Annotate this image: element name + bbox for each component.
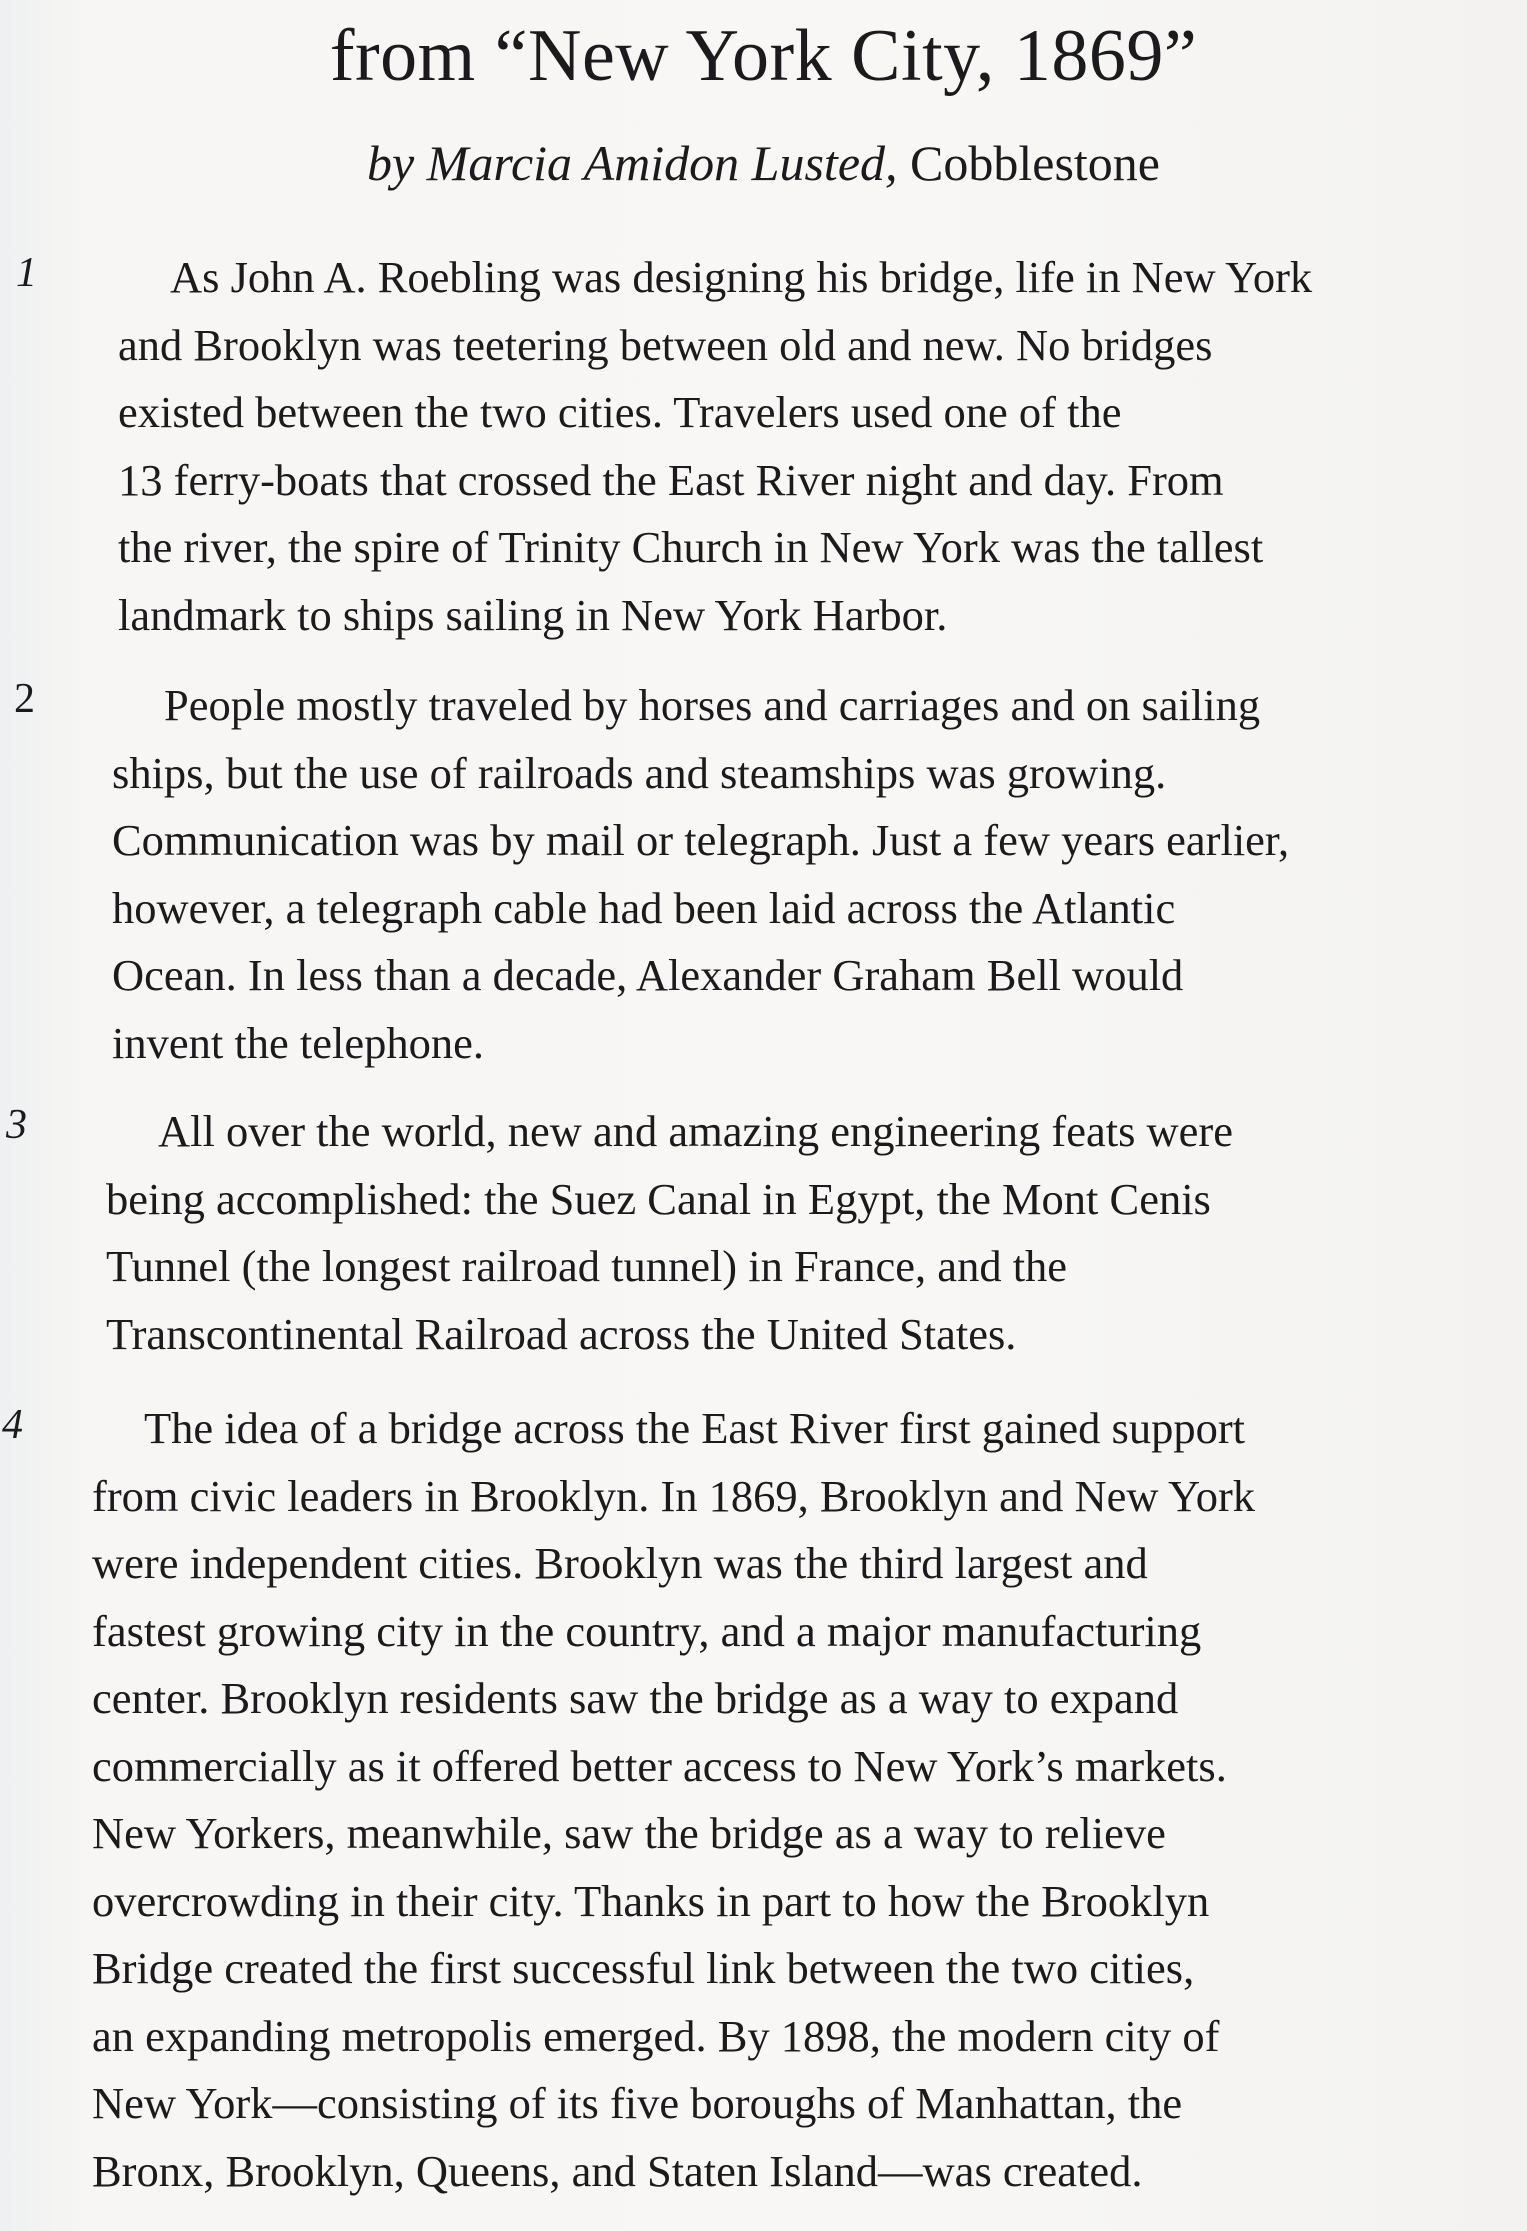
paragraph-line: New Yorkers, meanwhile, saw the bridge as a way to relieve (92, 1808, 1166, 1858)
paragraph-number: 3 (6, 1102, 27, 1148)
paragraph-line: from civic leaders in Brooklyn. In 1869, Brooklyn and New York (92, 1470, 1256, 1521)
paragraph-number: 1 (16, 250, 37, 296)
paragraph-line: Ocean. In less than a decade, Alexander Graham Bell would (112, 950, 1184, 1000)
paragraph-line: commercially as it offered better access to New York’s markets. (92, 1740, 1227, 1791)
paragraph-line: Transcontinental Railroad across the United States. (106, 1308, 1017, 1359)
paragraph-line: Bronx, Brooklyn, Queens, and Staten Island—was created. (92, 2145, 1143, 2196)
byline-author: Marcia Amidon Lusted, (426, 135, 898, 191)
paragraph-line: New York—consisting of its five boroughs of Manhattan, the (92, 2078, 1183, 2128)
paragraph-line: People mostly traveled by horses and carriages and on sailing (164, 680, 1261, 730)
paragraph-line: Communication was by mail or telegraph. Just a few years earlier, (112, 815, 1290, 865)
paragraph-line: overcrowding in their city. Thanks in part to how the Brooklyn (92, 1875, 1210, 1926)
paragraph-line: 13 ferry-boats that crossed the East River night and day. From (118, 454, 1224, 505)
byline-source: Cobblestone (897, 135, 1160, 191)
paragraph-4 (92, 1395, 1255, 2205)
paragraph-line: ships, but the use of railroads and steamships was growing. (112, 747, 1167, 798)
paragraph-line: and Brooklyn was teetering between old and new. No bridges (118, 319, 1213, 370)
paragraph-line: The idea of a bridge across the East River first gained support (144, 1403, 1246, 1453)
paragraph-line: being accomplished: the Suez Canal in Egypt, the Mont Cenis (106, 1173, 1211, 1224)
document-title: from “New York City, 1869” (329, 15, 1198, 97)
paragraph-line: Bridge created the first successful link between the two cities, (92, 1943, 1195, 1993)
paragraph-1 (118, 244, 1312, 649)
paragraph-line: however, a telegraph cable had been laid across the Atlantic (112, 882, 1176, 933)
paragraph-line: existed between the two cities. Travelers used one of the (118, 387, 1122, 437)
paragraph-line: were independent cities. Brooklyn was the third largest and (92, 1538, 1148, 1588)
paragraph-line: landmark to ships sailing in New York Harbor. (118, 589, 948, 640)
paragraph-number: 4 (2, 1402, 23, 1448)
paragraph-number: 2 (14, 676, 35, 722)
paragraph-line: an expanding metropolis emerged. By 1898, the modern city of (92, 2010, 1220, 2061)
paragraph-2 (112, 672, 1289, 1077)
paragraph-line: the river, the spire of Trinity Church in New York was the tallest (118, 522, 1264, 572)
paragraph-line: As John A. Roebling was designing his bridge, life in New York (170, 252, 1313, 302)
byline (0, 134, 1527, 192)
paragraph-line: invent the telephone. (112, 1017, 484, 1068)
byline-prefix: by (366, 135, 427, 191)
paragraph-line: center. Brooklyn residents saw the bridge as a way to expand (92, 1673, 1179, 1723)
paragraph-line: All over the world, new and amazing engineering feats were (158, 1106, 1233, 1156)
paragraph-line: Tunnel (the longest railroad tunnel) in France, and the (106, 1241, 1068, 1291)
paragraph-line: fastest growing city in the country, and a major manufacturing (92, 1605, 1202, 1656)
paragraph-3 (106, 1098, 1233, 1368)
